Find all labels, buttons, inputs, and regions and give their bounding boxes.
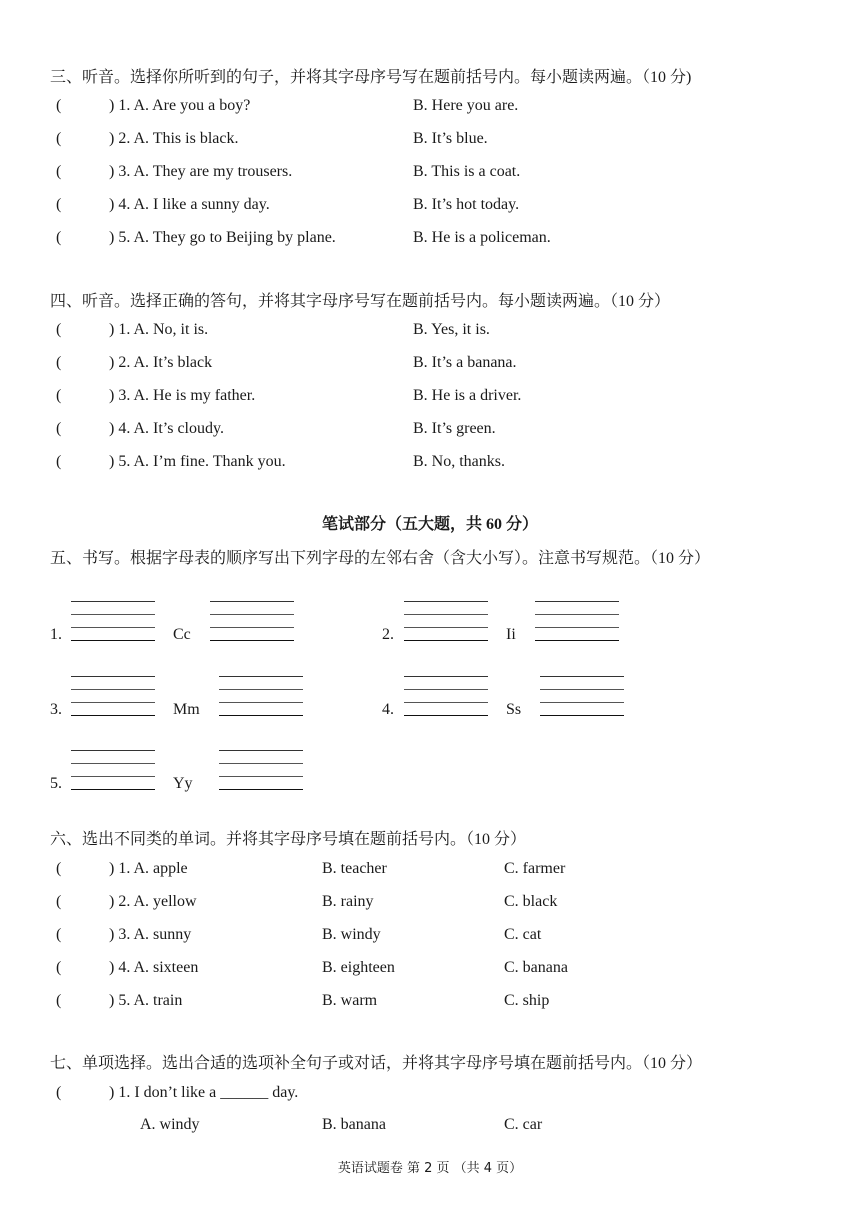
answer-paren[interactable]: ( [56,992,62,1009]
option-b: B. banana [322,1116,386,1133]
option-a: ) 5. A. I’m fine. Thank you. [109,453,286,470]
answer-paren[interactable]: ( [56,387,62,404]
answer-paren[interactable]: ( [56,97,62,114]
letter-pair: Ii [506,626,516,643]
option-b: B. warm [322,992,378,1009]
section-3-heading: 三、听音。选择你所听到的句子，并将其字母序号写在题前括号内。每小题读两遍。（10 分) [50,69,692,86]
letter-pair: Ss [506,701,522,718]
answer-paren[interactable]: ( [56,130,62,147]
option-b: B. eighteen [322,959,395,976]
writing-lines[interactable] [71,601,155,645]
answer-paren[interactable]: ( [56,229,62,246]
section-6-heading: 六、选出不同类的单词。并将其字母序号填在题前括号内。（10 分） [50,831,527,848]
option-a: ) 4. A. sixteen [109,959,199,976]
option-b: B. It’s a banana. [413,354,517,371]
answer-paren[interactable]: ( [56,354,62,371]
answer-paren[interactable]: ( [56,959,62,976]
answer-paren[interactable]: ( [56,196,62,213]
question-text: ) 1. I don’t like a ______ day. [109,1084,299,1101]
answer-paren[interactable]: ( [56,926,62,943]
answer-paren[interactable]: ( [56,1084,62,1101]
letter-pair: Mm [173,701,200,718]
written-part-title: 笔试部分（五大题，共 60 分） [321,516,538,533]
option-a: ) 2. A. yellow [109,893,197,910]
option-a: ) 1. A. Are you a boy? [109,97,251,114]
letter-pair: Cc [173,626,191,643]
writing-lines[interactable] [71,750,155,794]
option-b: B. He is a policeman. [413,229,551,246]
writing-lines[interactable] [404,601,488,645]
answer-paren[interactable]: ( [56,420,62,437]
page-footer: 英语试题卷 第 2 页 （共 4 页） [337,1161,523,1176]
section-7-heading: 七、单项选择。选出合适的选项补全句子或对话，并将其字母序号填在题前括号内。（10 分） [50,1055,703,1072]
writing-lines[interactable] [219,676,303,720]
item-number: 1. [50,626,62,643]
answer-paren[interactable]: ( [56,893,62,910]
item-number: 4. [382,701,394,718]
item-number: 2. [382,626,394,643]
writing-lines[interactable] [210,601,294,645]
option-a: ) 3. A. He is my father. [109,387,256,404]
option-a: ) 2. A. This is black. [109,130,239,147]
answer-paren[interactable]: ( [56,453,62,470]
option-b: B. teacher [322,860,387,877]
option-a: ) 4. A. I like a sunny day. [109,196,270,213]
option-c: C. car [504,1116,543,1133]
option-a: ) 5. A. They go to Beijing by plane. [109,229,336,246]
option-b: B. Here you are. [413,97,519,114]
option-a: ) 1. A. No, it is. [109,321,209,338]
option-c: C. banana [504,959,568,976]
option-b: B. rainy [322,893,374,910]
section-5-heading: 五、书写。根据字母表的顺序写出下列字母的左邻右舍（含大小写）。注意书写规范。（10 分） [50,550,711,567]
option-a: ) 1. A. apple [109,860,188,877]
option-b: B. It’s blue. [413,130,488,147]
option-c: C. ship [504,992,550,1009]
option-a: ) 4. A. It’s cloudy. [109,420,224,437]
section-4-heading: 四、听音。选择正确的答句，并将其字母序号写在题前括号内。每小题读两遍。（10 分） [50,293,671,310]
writing-lines[interactable] [71,676,155,720]
option-c: C. farmer [504,860,566,877]
option-c: C. cat [504,926,542,943]
option-b: B. Yes, it is. [413,321,490,338]
answer-paren[interactable]: ( [56,860,62,877]
option-a: ) 3. A. They are my trousers. [109,163,293,180]
option-b: B. No, thanks. [413,453,505,470]
option-a: ) 5. A. train [109,992,183,1009]
option-a: ) 3. A. sunny [109,926,192,943]
item-number: 5. [50,775,62,792]
writing-lines[interactable] [219,750,303,794]
option-c: C. black [504,893,558,910]
option-b: B. He is a driver. [413,387,522,404]
option-b: B. This is a coat. [413,163,521,180]
writing-lines[interactable] [535,601,619,645]
option-b: B. It’s hot today. [413,196,520,213]
letter-pair: Yy [173,775,193,792]
answer-paren[interactable]: ( [56,163,62,180]
writing-lines[interactable] [404,676,488,720]
option-b: B. windy [322,926,381,943]
item-number: 3. [50,701,62,718]
writing-lines[interactable] [540,676,624,720]
option-b: B. It’s green. [413,420,496,437]
answer-paren[interactable]: ( [56,321,62,338]
option-a: ) 2. A. It’s black [109,354,213,371]
option-a: A. windy [140,1116,200,1133]
